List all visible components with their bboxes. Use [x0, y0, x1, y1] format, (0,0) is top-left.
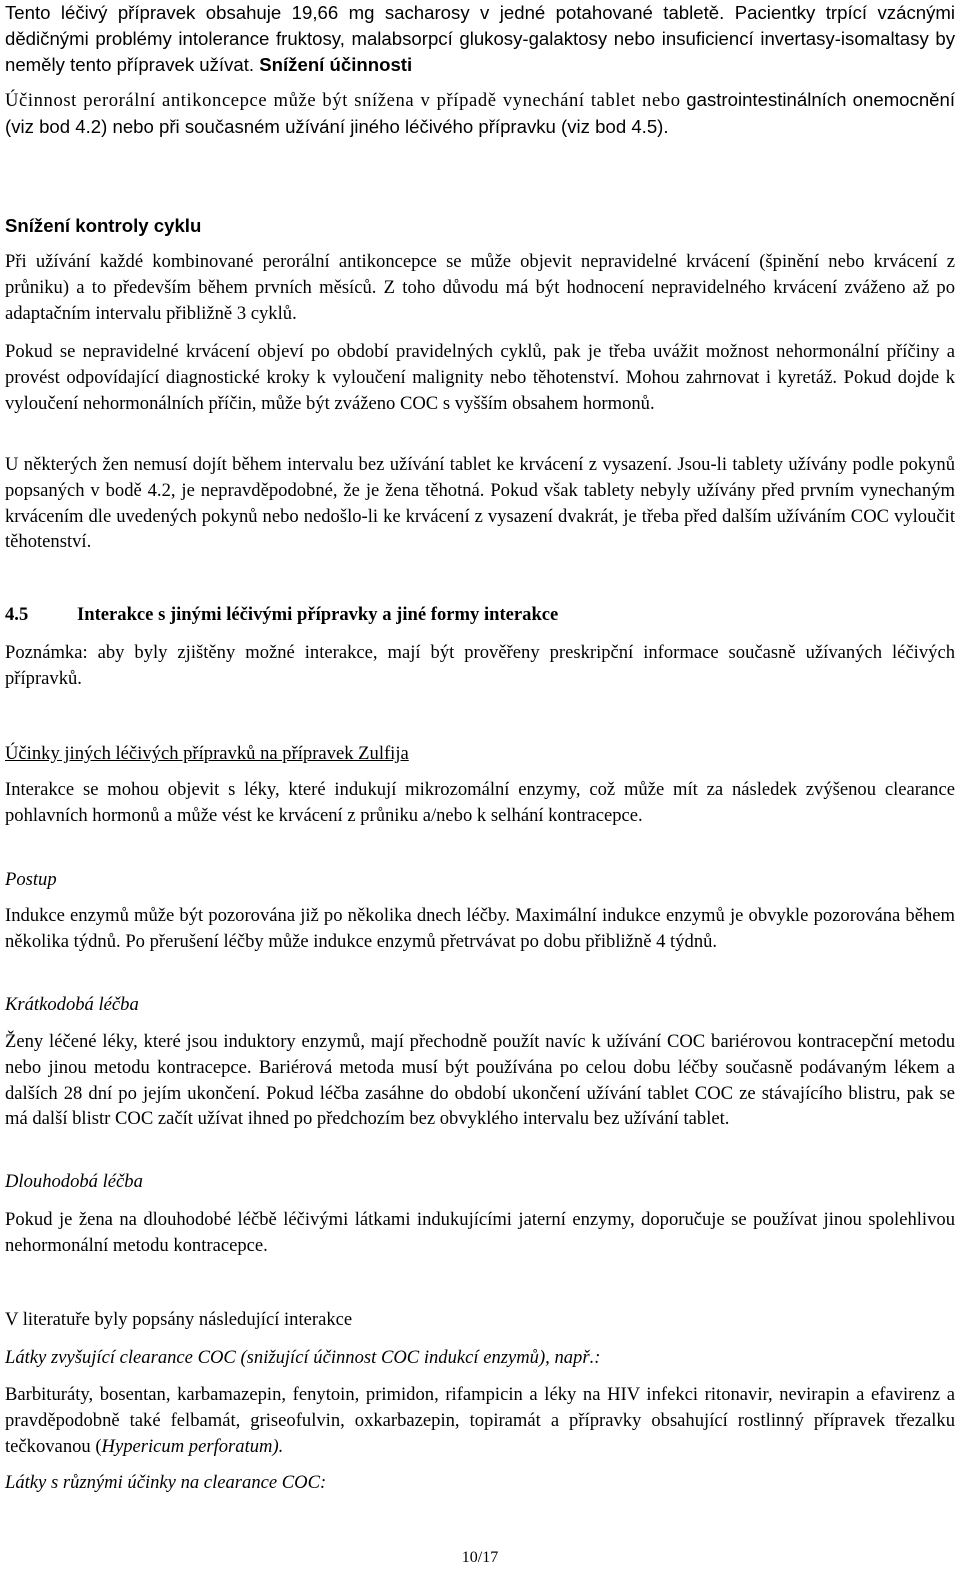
excipient-paragraph	[5, 0, 955, 77]
page-number: 10/17	[461, 1549, 499, 1566]
increasing-clearance-label: Látky zvyšující clearance COC (snižující účinnost COC indukcí enzymů), např.:	[5, 1347, 601, 1368]
efficacy-text-rest: gastrointestinálních onemocnění (viz bod 4.2) nebo při současném užívání jiného léčivého přípravku (viz bod 4.5).	[5, 89, 956, 137]
excipient-text: Tento léčivý přípravek obsahuje 19,66 mg sacharosy v jedné potahované tabletě. Pacientky trpící vzácnými dědičnými problémy intolerance fruktosy, malabsorpcí glukosy-galaktosy nebo insuficiencí invertasy-isomaltasy by neměly tento přípravek užívat.	[5, 2, 955, 75]
cycle-control-heading: Snížení kontroly cyklu	[5, 215, 202, 236]
various-effects-label: Látky s různými účinky na clearance COC:	[5, 1472, 327, 1493]
short-term-label: Krátkodobá léčba	[5, 994, 139, 1015]
long-term-label: Dlouhodobá léčba	[5, 1171, 143, 1192]
inducer-drugs-paragraph	[5, 1382, 955, 1459]
efficacy-text-line1: Účinnost perorální antikoncepce může být snížena v případě vynechání tablet nebo	[5, 90, 681, 111]
reduced-efficacy-heading: Snížení účinnosti	[259, 53, 413, 75]
cycle-paragraph-1: Při užívání každé kombinované perorální antikoncepce se může objevit nepravidelné krvácení (špinění nebo krvácení z průniku) a to především během prvních měsíců. Z toho důvodu má být hodnocení nepravidelného krvácení zváženo až po adaptačním intervalu přibližně 3 cyklů.	[5, 251, 955, 324]
effects-paragraph: Interakce se mohou objevit s léky, které indukují mikrozomální enzymy, což může mít za následek zvýšenou clearance pohlavních hormonů a může vést ke krvácení z průniku a/nebo k selhání kontracepce.	[5, 779, 955, 826]
section-title: Interakce s jinými léčivými přípravky a jiné formy interakce	[77, 604, 559, 625]
cycle-paragraph-3: U některých žen nemusí dojít během intervalu bez užívání tablet ke krvácení z vysazení. Jsou-li tablety užívány podle pokynů popsaných v bodě 4.2, je nepravděpodobné, že je žena těhotná. Pokud však tablety nebyly užívány před prvním vynechaným krvácením dle uvedených pokynů nebo nedošlo-li ke krvácení z vysazení dvakrát, je třeba před dalším užíváním COC vyloučit těhotenství.	[5, 454, 955, 553]
cycle-paragraph-2: Pokud se nepravidelné krvácení objeví po období pravidelných cyklů, pak je třeba uvážit možnost nehormonální příčiny a provést odpovídající diagnostické kroky k vyloučení malignity nebo těhotenství. Mohou zahrnovat i kyretáž. Pokud dojde k vyloučení nehormonálních příčin, může být zváženo COC s vyšším obsahem hormonů.	[5, 341, 955, 414]
inducer-drugs-text: Barbituráty, bosentan, karbamazepin, fenytoin, primidon, rifampicin a léky na HIV infekci ritonavir, nevirapin a efavirenz a pravděpodobně také felbamát, griseofulvin, oxkarbazepin, topiramát a přípravky obsahující rostlinný přípravek třezalku tečkovanou (	[5, 1384, 955, 1457]
interaction-note: Poznámka: aby byly zjištěny možné interakce, mají být prověřeny preskripční informace současně užívaných léčivých přípravků.	[5, 642, 955, 689]
hypericum-latin-name: Hypericum perforatum).	[101, 1435, 284, 1457]
short-term-text: Ženy léčené léky, které jsou induktory enzymů, mají přechodně použít navíc k užívání COC bariérovou kontracepční metodu nebo jinou metodu kontracepce. Bariérová metoda musí být používána po celou dobu léčby současně podávaným lékem a dalších 28 dní po jejím ukončení. Pokud léčba zasáhne do období ukončení užívání tablet COC ze stávajícího blistru, pak se má další blistr COC začít užívat ihned po předchozím bez obvyklého intervalu bez užívání tablet.	[5, 1031, 955, 1130]
effects-heading: Účinky jiných léčivých přípravků na přípravek Zulfija	[5, 743, 409, 764]
section-number: 4.5	[5, 604, 29, 625]
postup-text: Indukce enzymů může být pozorována již po několika dnech léčby. Maximální indukce enzymů je obvykle pozorována během několika týdnů. Po přerušení léčby může indukce enzymů přetrvávat po dobu přibližně 4 týdnů.	[5, 905, 955, 952]
long-term-text: Pokud je žena na dlouhodobé léčbě léčivými látkami indukujícími jaterní enzymy, doporučuje se používat jinou spolehlivou nehormonální metodu kontracepce.	[5, 1209, 955, 1256]
efficacy-paragraph	[5, 87, 955, 141]
literature-intro: V literatuře byly popsány následující interakce	[5, 1309, 353, 1330]
postup-label: Postup	[5, 869, 57, 890]
section-heading	[5, 602, 955, 628]
